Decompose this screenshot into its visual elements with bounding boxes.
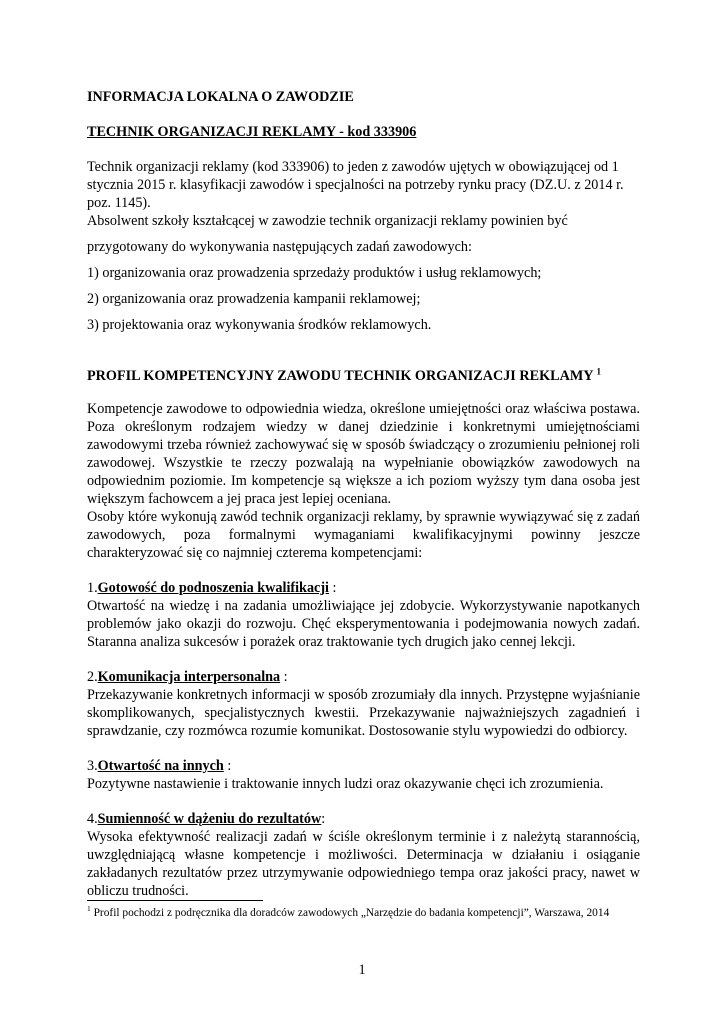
competency-title [87,810,640,828]
competency-number: 1. [87,580,98,596]
competency-number: 4. [87,811,98,827]
competency-suffix: : [280,669,288,685]
competency-description: Wysoka efektywność realizacji zadań w ściśle określonym terminie i z należytą starannością, uwzględniającą własne kompetencje i możliwości. Determinacja w działaniu i osiąganie zakładanych rezultatów przez utrzymywanie odpowiedniego tempa oraz jakości pracy, nawet w obliczu trudności. [87,829,640,899]
intro-paragraph: Technik organizacji reklamy (kod 333906) to jeden z zawodów ujętych w obowiązującej od 1 stycznia 2015 r. klasyfikacji zawodów i specjalności na potrzeby rynku pracy (DZ.U. z 2014 r. poz. 1145). [87,159,624,211]
competency-suffix: : [223,758,232,774]
task-item: 3) projektowania oraz wykonywania środków reklamowych. [87,317,432,333]
competency-name: Sumienność w dążeniu do rezultatów [97,811,322,827]
competency-title [87,668,640,686]
profile-heading-text: PROFIL KOMPETENCYJNY ZAWODU TECHNIK ORGANIZACJI REKLAMY [87,368,597,384]
profile-heading [87,367,640,385]
competency-description: Otwartość na wiedzę i na zadania umożliwiające jej zdobycie. Wykorzystywanie napotkanych problemów jako okazji do rozwoju. Chęć eksperymentowania i podejmowania nowych zadań. Staranna analiza sukcesów i porażek oraz traktowanie tych drugich jako cennej lekcji. [87,598,640,650]
profile-paragraph: Kompetencje zawodowe to odpowiednia wiedza, określone umiejętności oraz właściwa postawa. Poza określonym rodzajem wiedzy w danej dziedzinie i konkretnymi umiejętnościami zawodowymi trzeba również zachowywać się w sposób świadczący o zrozumieniu pełnionej roli zawodowej. Wszystkie te rzeczy pozwalają na wypełnianie obowiązków zawodowych na odpowiednim poziomie. Im kompetencje są większe a ich poziom wyższy tym dana osoba jest większym fachowcem a jej praca jest lepiej oceniana. [87,401,640,507]
competency-title [87,757,640,775]
competency-number: 2. [87,669,98,685]
intro-graduate-line: Absolwent szkoły kształcącej w zawodzie technik organizacji reklamy powinien być [87,213,568,229]
competency-number: 3. [87,758,98,774]
footnote-text: Profil pochodzi z podręcznika dla doradców zawodowych „Narzędzie do badania kompetencji”, Warszawa, 2014 [90,907,610,919]
competency-name: Gotowość do podnoszenia kwalifikacji [97,580,329,596]
competency-name: Otwartość na innych [97,758,224,774]
task-item: 1) organizowania oraz prowadzenia sprzedaży produktów i usług reklamowych; [87,265,542,281]
occupation-code-heading: TECHNIK ORGANIZACJI REKLAMY - kod 333906 [87,124,417,140]
profile-paragraph: Osoby które wykonują zawód technik organizacji reklamy, by sprawnie wywiązywać się z zadań zawodowych, poza formalnymi wymaganiami kwalifikacyjnymi powinny jeszcze charakteryzować się co najmniej czterema kompetencjami: [87,509,640,561]
footnote-reference: 1 [596,366,601,377]
page-number: 1 [358,962,366,978]
competency-title [87,579,640,597]
footnote-separator [87,900,263,901]
competency-description: Przekazywanie konkretnych informacji w sposób zrozumiały dla innych. Przystępne wyjaśnianie skomplikowanych, specjalistycznych kwestii. Przekazywanie najważniejszych zagadnień i sprawdzanie, czy rozmówca rozumie komunikat. Dostosowanie stylu wypowiedzi do odbiorcy. [87,687,640,739]
competency-description: Pozytywne nastawienie i traktowanie innych ludzi oraz okazywanie chęci ich zrozumienia. [87,776,604,792]
document-body [87,88,640,900]
task-item: 2) organizowania oraz prowadzenia kampanii reklamowej; [87,291,421,307]
footnote [87,906,640,921]
footnote-number: 1 [87,904,91,914]
competency-suffix: : [329,580,337,596]
competency-name: Komunikacja interpersonalna [97,669,281,685]
competency-suffix: : [321,811,326,827]
intro-tasks-line: przygotowany do wykonywania następujących zadań zawodowych: [87,239,472,255]
document-title: INFORMACJA LOKALNA O ZAWODZIE [87,89,354,105]
